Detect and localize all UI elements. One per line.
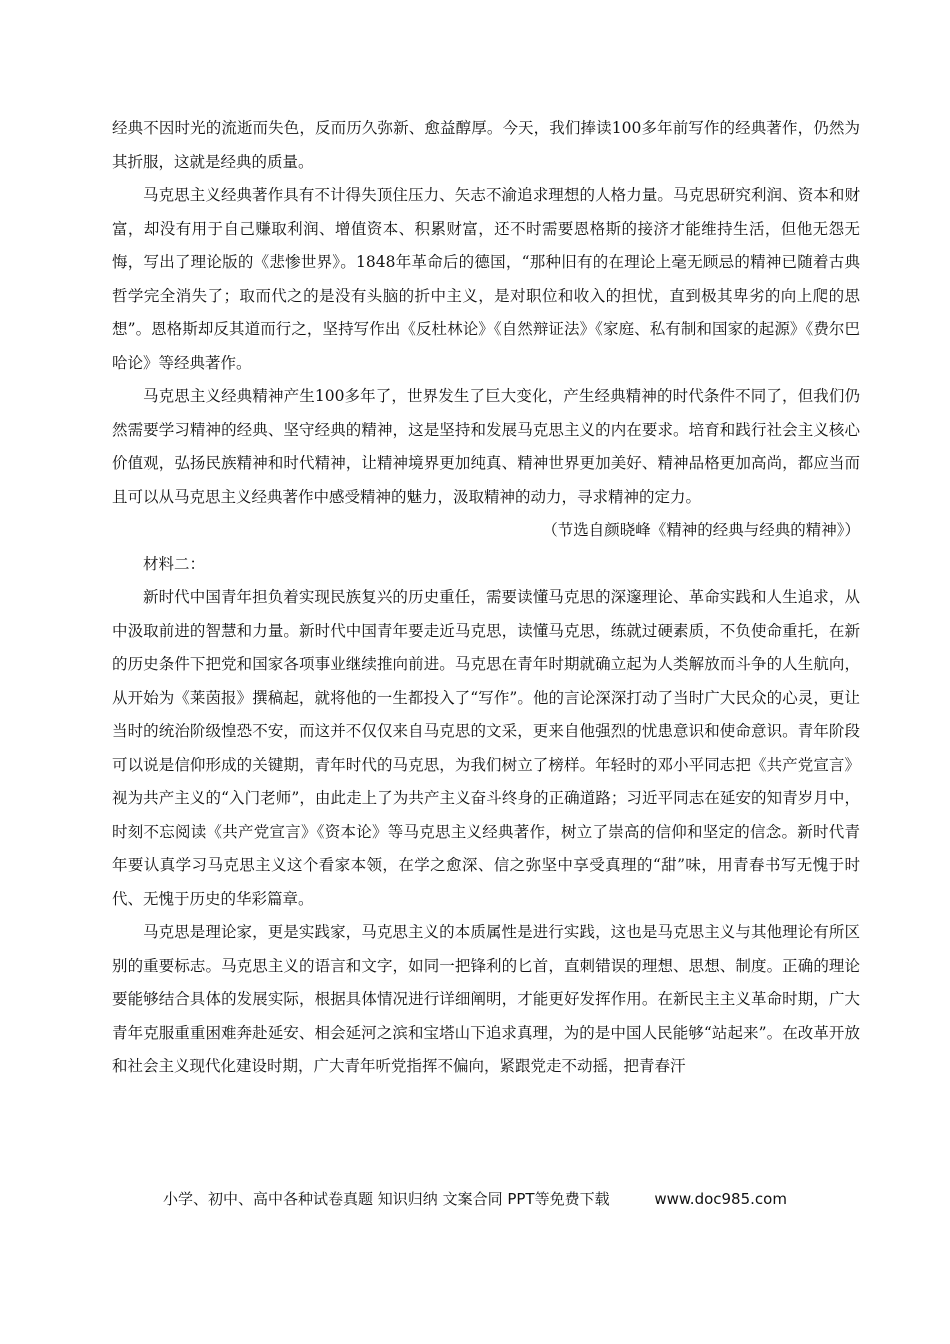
footer-text: 小学、初中、高中各种试卷真题 知识归纳 文案合同 PPT等免费下载: [163, 1190, 610, 1208]
footer-site-link[interactable]: www.doc985.com: [654, 1190, 787, 1208]
material-two-paragraph-2: 马克思是理论家，更是实践家，马克思主义的本质属性是进行实践，这也是马克思主义与其他理论有所区别的重要标志。马克思主义的语言和文字，如同一把锋利的匕首，直刺错误的理想、思想、制度。正确的理论要能够结合具体的发展实际，根据具体情况进行详细阐明，才能更好发挥作用。在新民主主义革命时期，广大青年克服重重困难奔赴延安、相会延河之滨和宝塔山下追求真理，为的是中国人民能够“站起来”。在改革开放和社会主义现代化建设时期，广大青年听党指挥不偏向，紧跟党走不动摇，把青春汗: [112, 923, 860, 1075]
paragraph-2: 马克思主义经典著作具有不计得失顶住压力、矢志不渝追求理想的人格力量。马克思研究利润、资本和财富，却没有用于自己赚取利润、增值资本、积累财富，还不时需要恩格斯的接济才能维持生活，但他无怨无悔，写出了理论版的《悲惨世界》。1848年革命后的德国，“那种旧有的在理论上毫无顾忌的精神已随着古典哲学完全消失了；取而代之的是没有头脑的折中主义，是对职位和收入的担忧，直到极其卑劣的向上爬的思想”。恩格斯却反其道而行之，坚持写作出《反杜林论》《自然辩证法》《家庭、私有制和国家的起源》《费尔巴哈论》等经典著作。: [112, 186, 860, 372]
document-page: [112, 112, 860, 1084]
page-footer: [0, 1188, 950, 1210]
material-two-paragraph-1: 新时代中国青年担负着实现民族复兴的历史重任，需要读懂马克思的深邃理论、革命实践和人生追求，从中汲取前进的智慧和力量。新时代中国青年要走近马克思，读懂马克思，练就过硬素质，不负使命重托，在新的历史条件下把党和国家各项事业继续推向前进。马克思在青年时期就确立起为人类解放而斗争的人生航向，从开始为《莱茵报》撰稿起，就将他的一生都投入了“写作”。他的言论深深打动了当时广大民众的心灵，更让当时的统治阶级惶恐不安，而这并不仅仅来自马克思的文采，更来自他强烈的忧患意识和使命意识。青年阶段可以说是信仰形成的关键期，青年时代的马克思，为我们树立了榜样。年轻时的邓小平同志把《共产党宣言》视为共产主义的“入门老师”，由此走上了为共产主义奋斗终身的正确道路；习近平同志在延安的知青岁月中，时刻不忘阅读《共产党宣言》《资本论》等马克思主义经典著作，树立了崇高的信仰和坚定的信念。新时代青年要认真学习马克思主义这个看家本领，在学之愈深、信之弥坚中享受真理的“甜”味，用青春书写无愧于时代、无愧于历史的华彩篇章。: [112, 588, 860, 908]
source-citation: （节选自颜晓峰《精神的经典与经典的精神》）: [542, 521, 860, 539]
paragraph-1: 经典不因时光的流逝而失色，反而历久弥新、愈益醇厚。今天，我们捧读100多年前写作的经典著作，仍然为其折服，这就是经典的质量。: [112, 119, 860, 171]
material-two-label: 材料二：: [143, 554, 206, 573]
paragraph-3: 马克思主义经典精神产生100多年了，世界发生了巨大变化，产生经典精神的时代条件不同了，但我们仍然需要学习精神的经典、坚守经典的精神，这是坚持和发展马克思主义的内在要求。培育和践行社会主义核心价值观，弘扬民族精神和时代精神，让精神境界更加纯真、精神世界更加美好、精神品格更加高尚，都应当而且可以从马克思主义经典著作中感受精神的魅力，汲取精神的动力，寻求精神的定力。: [112, 387, 860, 506]
